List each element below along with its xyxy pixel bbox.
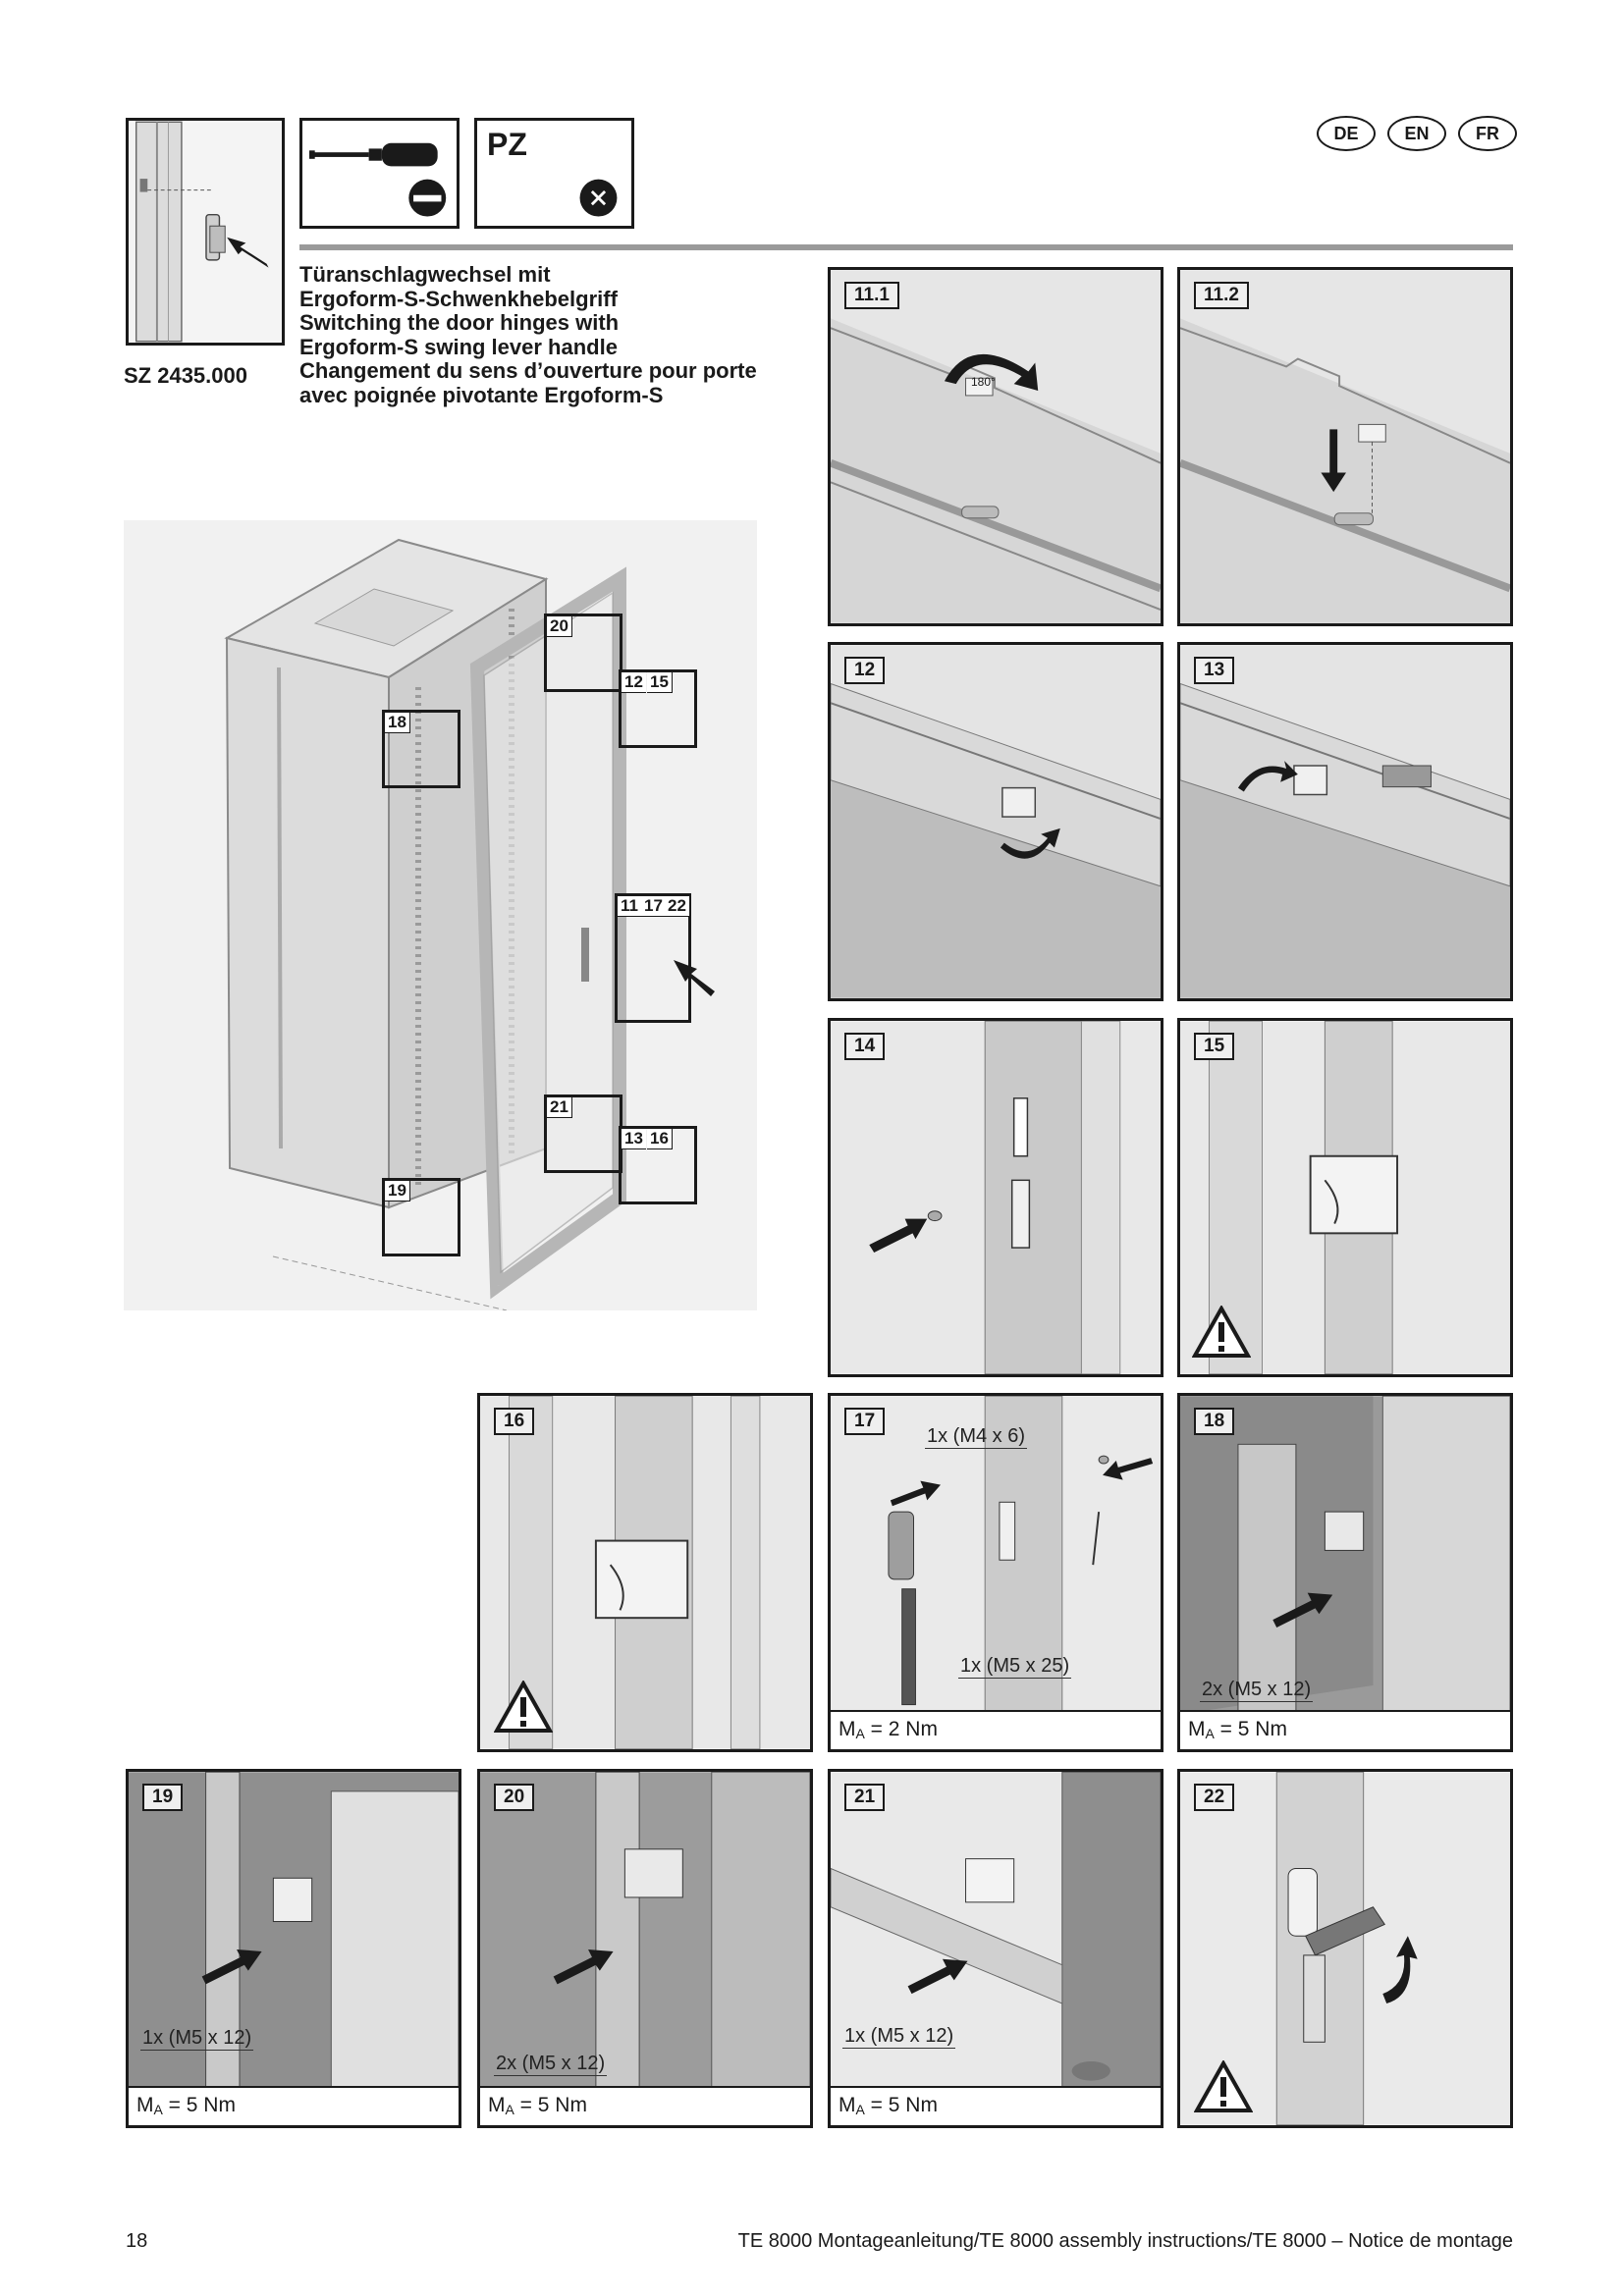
torque-value: $M_A = 2$ Nm: [831, 1710, 1161, 1749]
language-badge-en: EN: [1387, 116, 1446, 151]
title-line-fr-1: Changement du sens d’ouverture pour porte: [299, 358, 757, 383]
callout-box-12-15: 12 15: [619, 669, 697, 748]
title-line-en-1: Switching the door hinges with: [299, 310, 620, 335]
page-title: [299, 263, 757, 407]
title-line-de-2: Ergoform-S-Schwenkhebelgriff: [299, 286, 618, 311]
warning-icon: [494, 1681, 553, 1734]
step-20-panel: [477, 1769, 813, 2128]
step-label: 14: [844, 1033, 885, 1060]
article-number: SZ 2435.000: [124, 363, 247, 388]
step-label: 20: [494, 1784, 534, 1811]
step-label: 22: [1194, 1784, 1234, 1811]
step-label: 11.1: [844, 282, 899, 309]
step-illustration: [129, 1772, 459, 2125]
title-line-de-1: Türanschlagwechsel mit: [299, 262, 551, 287]
step-17-panel: [828, 1393, 1163, 1752]
step-19-panel: [126, 1769, 461, 2128]
step-label: 18: [1194, 1408, 1234, 1435]
step-illustration: [831, 1772, 1161, 2125]
step-label: 12: [844, 657, 885, 684]
door-handle-illustration: [129, 121, 282, 343]
step-illustration: [1180, 645, 1510, 998]
step-label: 16: [494, 1408, 534, 1435]
callout-box-11-17-22: 11 17 22: [615, 893, 691, 1023]
step-label: 19: [142, 1784, 183, 1811]
step-label: 15: [1194, 1033, 1234, 1060]
tool-label-pz: PZ: [487, 127, 527, 162]
step-illustration: [831, 1021, 1161, 1374]
title-line-en-2: Ergoform-S swing lever handle: [299, 334, 618, 359]
warning-icon: [1194, 2060, 1253, 2113]
step-illustration: [831, 1396, 1161, 1749]
rotation-label: 180°: [971, 375, 996, 389]
torque-value: $M_A = 5$ Nm: [1180, 1710, 1510, 1749]
step-label: 11.2: [1194, 282, 1249, 309]
thumbnail-door-handle: [126, 118, 285, 346]
torque-value: $M_A = 5$ Nm: [831, 2086, 1161, 2125]
callout-box-21: 21: [544, 1095, 622, 1173]
callout-box-13-16: 13 16: [619, 1126, 697, 1204]
step-21-panel: [828, 1769, 1163, 2128]
step-label: 17: [844, 1408, 885, 1435]
header-rule: [299, 244, 1513, 250]
callout-box-18: 18: [382, 710, 460, 788]
screw-callout-m4x6: 1x (M4 x 6): [927, 1425, 1026, 1447]
step-illustration: [831, 270, 1161, 623]
screw-callout-m5x12: 1x (M5 x 12): [142, 2027, 252, 2049]
step-11-2-panel: [1177, 267, 1513, 626]
screw-callout-m5x12: 2x (M5 x 12): [1202, 1679, 1312, 1700]
screw-callout-m5x12: 2x (M5 x 12): [496, 2053, 606, 2074]
title-line-fr-2: avec poignée pivotante Ergoform-S: [299, 382, 664, 407]
screw-callout-m5x25: 1x (M5 x 25): [960, 1655, 1070, 1677]
document-title: TE 8000 Montageanleitung/TE 8000 assembly instructions/TE 8000 – Notice de montage: [737, 2230, 1513, 2252]
step-12-panel: [828, 642, 1163, 1001]
slotted-head-icon: [408, 180, 446, 217]
step-15-panel: [1177, 1018, 1513, 1377]
torque-value: $M_A = 5$ Nm: [129, 2086, 459, 2125]
step-14-panel: [828, 1018, 1163, 1377]
warning-icon: [1192, 1306, 1251, 1359]
page-number: 18: [126, 2230, 148, 2252]
tool-box-pz: [474, 118, 634, 229]
step-18-panel: [1177, 1393, 1513, 1752]
callout-box-20: 20: [544, 614, 622, 692]
phillips-head-icon: [580, 180, 618, 217]
step-illustration: [1180, 270, 1510, 623]
tool-box-screwdriver: [299, 118, 460, 229]
step-illustration: [831, 645, 1161, 998]
overview-cabinet: [124, 520, 757, 1310]
screwdriver-icon: [309, 143, 438, 167]
step-22-panel: [1177, 1769, 1513, 2128]
step-13-panel: [1177, 642, 1513, 1001]
language-badge-fr: FR: [1458, 116, 1517, 151]
language-badge-de: DE: [1317, 116, 1376, 151]
step-16-panel: [477, 1393, 813, 1752]
torque-value: $M_A = 5$ Nm: [480, 2086, 810, 2125]
step-label: 21: [844, 1784, 885, 1811]
step-11-1-panel: [828, 267, 1163, 626]
step-label: 13: [1194, 657, 1234, 684]
screw-callout-m5x12: 1x (M5 x 12): [844, 2025, 954, 2047]
callout-box-19: 19: [382, 1178, 460, 1256]
